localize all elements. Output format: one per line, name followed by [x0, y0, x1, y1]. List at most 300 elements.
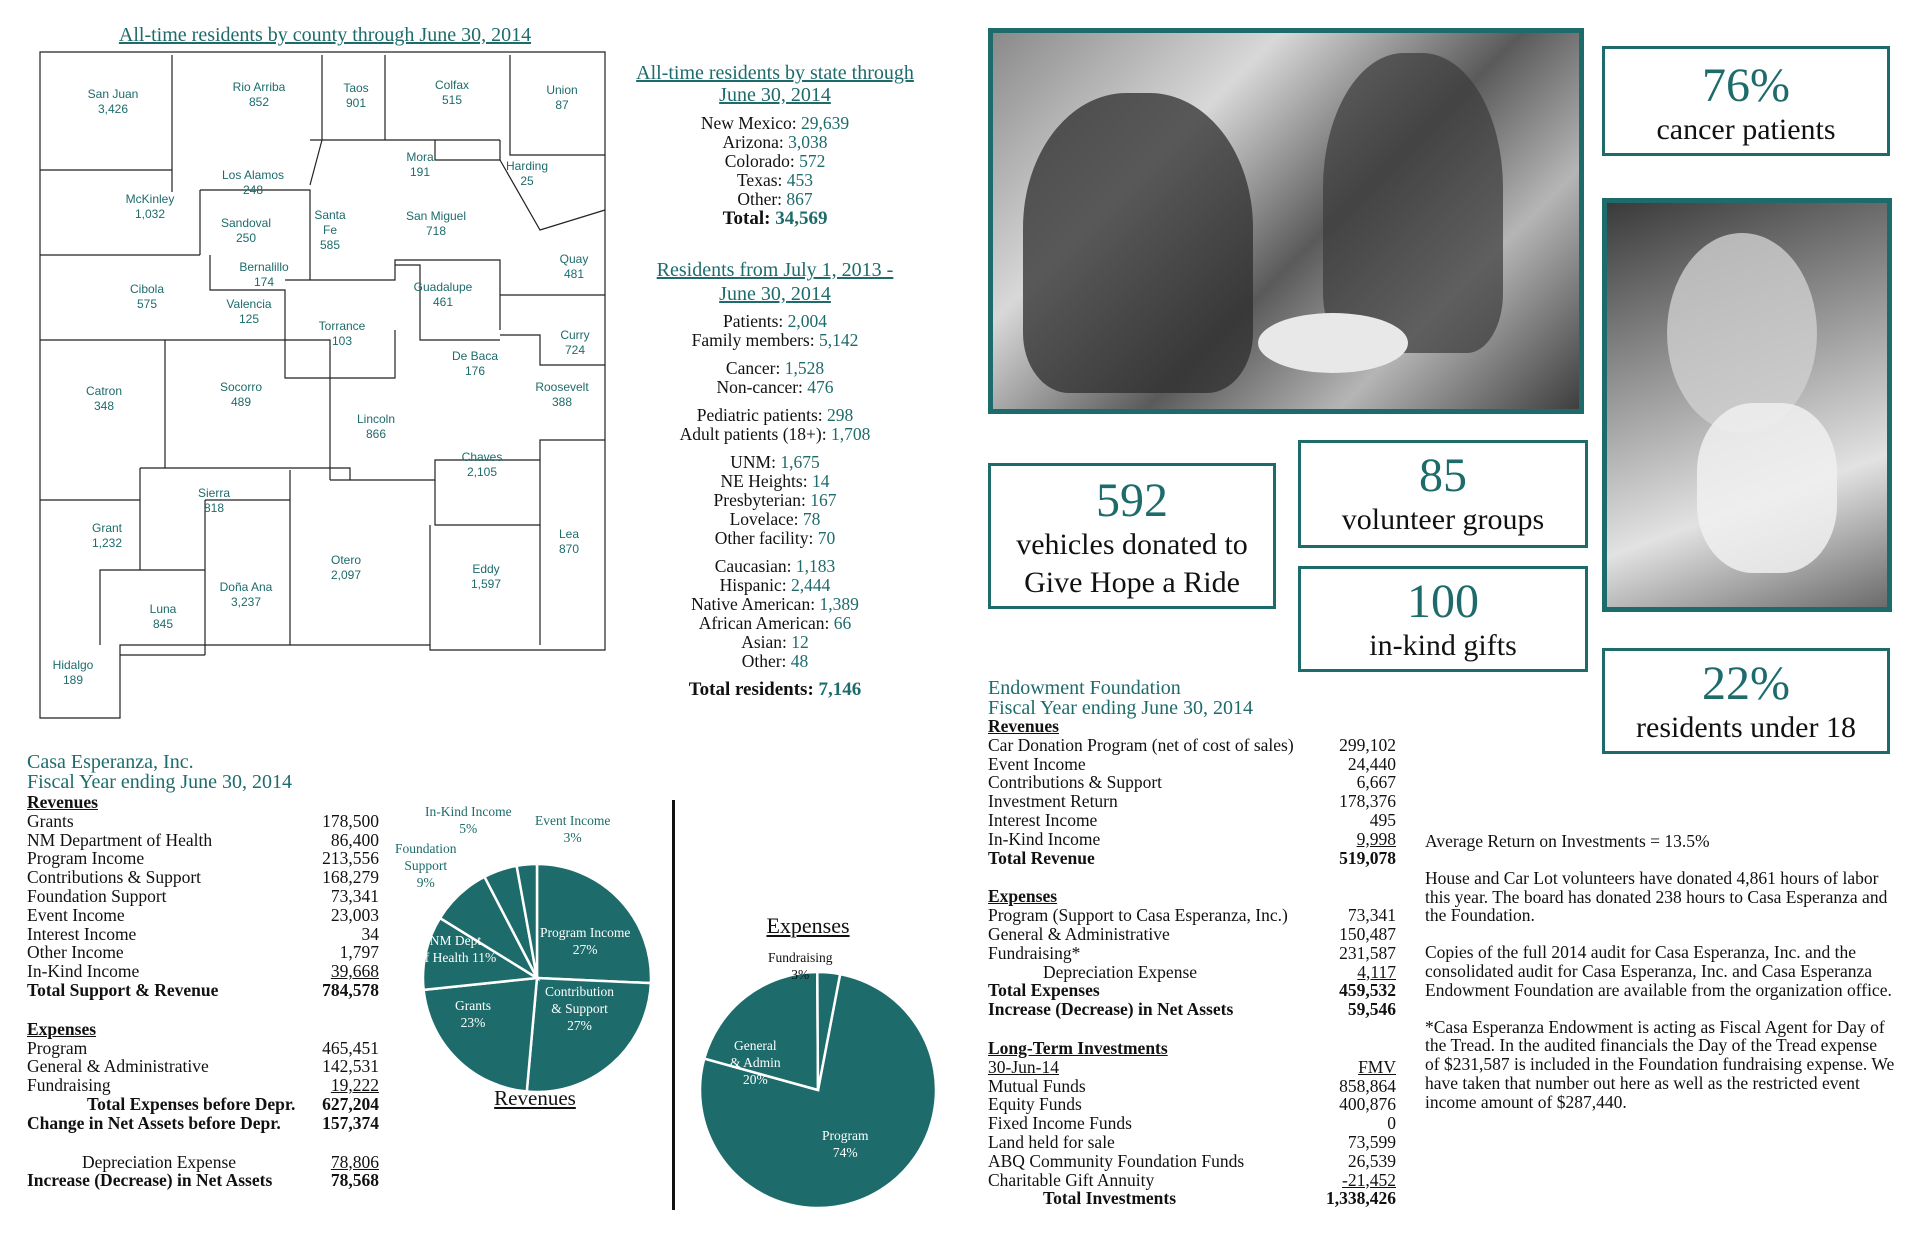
- res-label: Adult patients (18+):: [679, 424, 831, 444]
- res-label: Colorado:: [724, 151, 800, 171]
- endow-revenues-heading: Revenues: [988, 716, 1059, 736]
- fin-label: Other Income: [27, 942, 124, 963]
- county-value: 481: [563, 267, 585, 281]
- fy-row: [620, 472, 930, 491]
- fin-value: 459,532: [1339, 980, 1396, 1001]
- county-value: 575: [136, 297, 158, 311]
- county-name: Guadalupe: [413, 280, 473, 294]
- county-value: 866: [365, 427, 387, 441]
- county-name: Mora: [406, 150, 434, 164]
- casa-depreciation: [27, 1153, 379, 1172]
- county-label: [435, 78, 469, 108]
- res-value: 66: [833, 613, 852, 633]
- fin-value: 78,806: [330, 1151, 379, 1172]
- res-label: Asian:: [741, 632, 792, 652]
- fin-label: Foundation Support: [27, 885, 167, 906]
- fy-group: [620, 359, 930, 397]
- county-value: 901: [345, 96, 367, 110]
- fin-value: 150,487: [1339, 923, 1396, 944]
- county-value: 1,032: [134, 207, 166, 221]
- county-name: San Juan: [87, 87, 139, 101]
- pie-label-in-kind-income: In-Kind Income 5%: [425, 804, 512, 836]
- fin-value: 1,797: [339, 942, 379, 963]
- county-name: Sierra: [197, 486, 231, 500]
- endow-net-assets: [988, 1000, 1396, 1019]
- fy-group: [620, 312, 930, 350]
- fy-row: [620, 614, 930, 633]
- endowment-statement: [988, 717, 1396, 1208]
- fin-label: Program Income: [27, 848, 145, 869]
- fy-residents-list: [620, 312, 930, 699]
- fin-value: 78,568: [330, 1170, 379, 1191]
- res-value: 1,675: [780, 452, 820, 472]
- fin-value: 26,539: [1347, 1150, 1396, 1171]
- county-label: [239, 260, 288, 290]
- county-label: [535, 380, 588, 410]
- fy-residents-title: Residents from July 1, 2013 - June 30, 2014: [656, 259, 894, 305]
- county-value: 176: [464, 364, 486, 378]
- fin-label: Total Investments: [1043, 1188, 1177, 1209]
- fin-label: Investment Return: [988, 791, 1118, 812]
- county-value: 1,597: [470, 577, 502, 591]
- pie-label-contribution-support: Contribution & Support 27%: [545, 984, 615, 1033]
- expenses-pie-chart: [690, 950, 950, 1220]
- fy-row: [620, 378, 930, 397]
- fin-label: ABQ Community Foundation Funds: [988, 1150, 1245, 1171]
- fy-row: [620, 359, 930, 378]
- state-row: [620, 133, 930, 152]
- res-value: 70: [817, 528, 836, 548]
- state-row: [620, 114, 930, 133]
- endow-expense-row: [988, 925, 1396, 944]
- mother-face: [1667, 233, 1817, 433]
- endow-lti-date: 30-Jun-14: [988, 1056, 1059, 1077]
- res-label: Family members:: [691, 330, 819, 350]
- endow-investment-row: [988, 1114, 1396, 1133]
- res-label: Cancer:: [725, 358, 785, 378]
- fin-label: Depreciation Expense: [1043, 961, 1198, 982]
- endow-revenue-row: [988, 755, 1396, 774]
- baby: [1697, 403, 1837, 573]
- res-value: 453: [786, 170, 814, 190]
- fy-total: [620, 680, 930, 699]
- fin-label: Program (Support to Casa Esperanza, Inc.): [988, 905, 1288, 926]
- fin-value: 0: [1387, 1113, 1396, 1134]
- county-name: Sandoval: [220, 216, 272, 230]
- casa-change-net-assets: [27, 1114, 379, 1133]
- county-name: Chaves: [461, 450, 503, 464]
- fin-label: Fundraising*: [988, 942, 1081, 963]
- county-label: [92, 521, 122, 551]
- fy-total-value: 7,146: [818, 679, 862, 700]
- res-label: New Mexico:: [700, 113, 801, 133]
- county-name: Santa Fe: [314, 208, 346, 237]
- casa-revenue-row: [27, 906, 379, 925]
- res-label: Hispanic:: [719, 575, 792, 595]
- fin-label: Equity Funds: [988, 1094, 1082, 1115]
- county-label: [452, 349, 498, 379]
- res-value: 29,639: [801, 113, 850, 133]
- county-label: [130, 282, 164, 312]
- county-value: 174: [253, 275, 275, 289]
- fy-row: [620, 510, 930, 529]
- county-name: Grant: [91, 521, 122, 535]
- fin-label: In-Kind Income: [988, 828, 1101, 849]
- person-left: [1023, 93, 1253, 393]
- endow-revenue-row: [988, 736, 1396, 755]
- fy-row: [620, 529, 930, 548]
- county-label: [560, 328, 589, 358]
- fin-value: 400,876: [1339, 1094, 1396, 1115]
- res-label: Other facility:: [714, 528, 818, 548]
- county-label: [314, 208, 345, 253]
- note-volunteers: House and Car Lot volunteers have donated 4,861 hours of labor this year. The board has donated 238 hours to Casa Esperanza and the Foundation.: [1425, 867, 1888, 926]
- county-value: 818: [203, 501, 225, 515]
- person-right: [1323, 53, 1503, 353]
- county-value: 724: [564, 343, 586, 357]
- fin-value: 178,500: [322, 810, 379, 831]
- fin-value: 73,599: [1347, 1131, 1396, 1152]
- fin-value: 23,003: [330, 904, 379, 925]
- fin-label: Event Income: [27, 904, 125, 925]
- county-name: Curry: [560, 328, 590, 342]
- fin-label: Event Income: [988, 753, 1086, 774]
- county-label: [233, 80, 286, 110]
- county-name: Torrance: [318, 319, 366, 333]
- fin-value: 9,998: [1356, 828, 1396, 849]
- res-label: Native American:: [691, 594, 820, 614]
- note-audit: Copies of the full 2014 audit for Casa Esperanza, Inc. and the consolidated audit for Casa Esperanza, Inc. and Casa Esperanza Endowment Foundation are available from the organization office.: [1425, 942, 1892, 1000]
- stat-cancer-label: cancer patients: [1656, 113, 1836, 146]
- county-label: [88, 87, 139, 117]
- fin-label: In-Kind Income: [27, 961, 140, 982]
- endow-lti-heading: Long-Term Investments: [988, 1037, 1168, 1058]
- fy-row: [620, 652, 930, 671]
- county-value: 189: [62, 673, 84, 687]
- state-row: [620, 152, 930, 171]
- endow-revenue-row: [988, 830, 1396, 849]
- pie-label-fundraising: Fundraising 3%: [768, 950, 833, 982]
- fy-group: [620, 406, 930, 444]
- fin-value: 231,587: [1339, 942, 1396, 963]
- casa-revenue-row: [27, 868, 379, 887]
- endow-lti-fmv: FMV: [1358, 1056, 1396, 1077]
- county-name: Rio Arriba: [232, 80, 286, 94]
- fin-label: Depreciation Expense: [82, 1151, 237, 1172]
- county-name: Catron: [85, 384, 123, 398]
- county-value: 585: [319, 238, 341, 252]
- res-value: 1,183: [795, 556, 836, 576]
- fy-row: [620, 595, 930, 614]
- casa-revenue-row: [27, 849, 379, 868]
- county-value: 250: [235, 231, 257, 245]
- endow-investment-row: [988, 1152, 1396, 1171]
- county-name: Roosevelt: [535, 380, 589, 394]
- res-label: Patients:: [722, 311, 788, 331]
- fin-label: Increase (Decrease) in Net Assets: [27, 1170, 273, 1191]
- pie-label-nm-dept-health: NM Dept. of Health 11%: [418, 933, 497, 965]
- casa-statement: [27, 793, 379, 1190]
- county-label: [560, 252, 589, 282]
- fin-label: Total Revenue: [988, 847, 1095, 868]
- fy-row: [620, 425, 930, 444]
- county-value: 870: [558, 542, 580, 556]
- stat-under-18: [1602, 648, 1890, 754]
- county-value: 388: [551, 395, 573, 409]
- state-residents-list: [620, 114, 930, 228]
- county-value: 125: [238, 312, 260, 326]
- res-label: Caucasian:: [714, 556, 796, 576]
- fin-label: Mutual Funds: [988, 1075, 1086, 1096]
- county-label: [471, 562, 501, 592]
- county-name: De Baca: [451, 349, 499, 363]
- county-name: Colfax: [434, 78, 470, 92]
- casa-revenue-row: [27, 943, 379, 962]
- fin-label: Total Expenses before Depr.: [87, 1093, 296, 1114]
- county-value: 845: [152, 617, 174, 631]
- stat-cancer-patients: [1602, 46, 1890, 156]
- endowment-title: [988, 678, 1253, 718]
- pie-label-program: Program 74%: [822, 1128, 869, 1160]
- fin-value: 495: [1369, 809, 1396, 830]
- fy-row: [620, 406, 930, 425]
- res-label: Other:: [741, 651, 791, 671]
- note-fiscal-agent: *Casa Esperanza Endowment is acting as Fiscal Agent for Day of the Tread. In the audited financials the Day of the Tread expense of $231,587 is included in the Foundation fundraising expense. We have taken that number out here as well as the restricted event income amount of $287,440.: [1425, 1016, 1895, 1112]
- county-name: Socorro: [219, 380, 263, 394]
- state-row: [620, 190, 930, 209]
- county-name: Lea: [558, 527, 580, 541]
- state-row: [620, 171, 930, 190]
- county-value: 852: [248, 95, 270, 109]
- casa-expenses-heading: Expenses: [27, 1018, 97, 1039]
- casa-revenue-row: [27, 887, 379, 906]
- fin-value: 168,279: [322, 867, 379, 888]
- endow-depreciation: [988, 963, 1396, 982]
- fin-value: 784,578: [322, 979, 379, 1000]
- casa-net-assets: [27, 1171, 379, 1190]
- fin-label: General & Administrative: [988, 923, 1170, 944]
- casa-revenue-row: [27, 831, 379, 850]
- pie-label-event-income: Event Income 3%: [535, 813, 611, 845]
- pie-label-grants: Grants 23%: [455, 998, 491, 1030]
- fin-label: Fundraising: [27, 1075, 111, 1096]
- fy-group: [620, 453, 930, 548]
- fin-value: 178,376: [1339, 791, 1396, 812]
- county-label: [53, 658, 94, 688]
- county-label: [462, 450, 503, 480]
- endow-expense-row: [988, 944, 1396, 963]
- res-value: 48: [790, 651, 809, 671]
- res-value: 5,142: [818, 330, 859, 350]
- endow-investment-row: [988, 1171, 1396, 1190]
- county-value: 489: [230, 395, 252, 409]
- res-value: 572: [799, 151, 826, 171]
- res-value: 2,004: [787, 311, 828, 331]
- fin-value: 24,440: [1347, 753, 1396, 774]
- county-label: [319, 319, 366, 349]
- county-value: 87: [555, 98, 569, 112]
- fin-value: 465,451: [322, 1037, 379, 1058]
- endow-total-investments: [988, 1189, 1396, 1208]
- county-value: 3,426: [97, 102, 129, 116]
- county-value: 191: [409, 165, 431, 179]
- county-name: Hidalgo: [52, 658, 94, 672]
- res-value: 2,444: [791, 575, 831, 595]
- notes: [1425, 832, 1895, 1112]
- fin-value: 4,117: [1357, 961, 1396, 982]
- res-value: 1,708: [830, 424, 871, 444]
- fy-row: [620, 633, 930, 652]
- stat-inkind-label: in-kind gifts: [1369, 629, 1517, 662]
- fin-label: Contributions & Support: [988, 772, 1163, 793]
- plate-of-food: [1258, 313, 1408, 373]
- res-value: 14: [811, 471, 830, 491]
- casa-total-revenue: [27, 981, 379, 1000]
- county-label: [506, 159, 548, 189]
- res-label: Presbyterian:: [713, 490, 811, 510]
- county-value: 348: [93, 399, 115, 413]
- fin-value: 627,204: [322, 1093, 379, 1114]
- casa-revenues-heading: Revenues: [27, 792, 98, 812]
- fin-label: Land held for sale: [988, 1131, 1115, 1152]
- county-name: Lincoln: [356, 412, 396, 426]
- res-value: 476: [807, 377, 834, 397]
- res-value: 1,389: [819, 594, 859, 614]
- endow-expense-row: [988, 906, 1396, 925]
- stat-vehicles-label2: Give Hope a Ride: [1024, 566, 1240, 599]
- fin-label: Interest Income: [988, 809, 1098, 830]
- fy-total-label: Total residents:: [688, 679, 819, 700]
- fin-value: 213,556: [322, 848, 379, 869]
- county-label: [86, 384, 122, 414]
- county-name: Luna: [149, 602, 177, 616]
- county-label: [546, 83, 577, 113]
- stat-volunteer-num: 85: [1419, 449, 1467, 502]
- county-label: [357, 412, 395, 442]
- fin-label: General & Administrative: [27, 1056, 209, 1077]
- endow-lti-date-row: [988, 1058, 1396, 1077]
- res-value: 1,528: [784, 358, 825, 378]
- county-label: [406, 209, 466, 239]
- fin-value: 19,222: [330, 1075, 379, 1096]
- res-label: NE Heights:: [720, 471, 812, 491]
- county-value: 461: [432, 295, 454, 309]
- pie-label-program-income: Program Income 27%: [540, 925, 631, 957]
- stat-vehicles-label1: vehicles donated to: [1016, 528, 1248, 561]
- county-label: [150, 602, 177, 632]
- endow-investment-row: [988, 1095, 1396, 1114]
- fin-label: Car Donation Program (net of cost of sales): [988, 734, 1294, 755]
- county-name: Quay: [559, 252, 589, 266]
- county-map-title: All-time residents by county through June 30, 2014: [118, 24, 532, 46]
- county-name: Doña Ana: [219, 580, 273, 594]
- expenses-pie-title: Expenses: [766, 913, 850, 938]
- pie-label-foundation-support: Foundation Support 9%: [395, 841, 457, 890]
- county-value: 103: [331, 334, 353, 348]
- stat-inkind-num: 100: [1407, 575, 1479, 628]
- fin-label: Fixed Income Funds: [988, 1113, 1132, 1134]
- casa-total-expenses: [27, 1095, 379, 1114]
- county-label: [198, 486, 230, 516]
- res-label: Pediatric patients:: [696, 405, 827, 425]
- casa-revenue-row: [27, 812, 379, 831]
- state-total-label: Total:: [722, 208, 776, 229]
- res-label: UNM:: [730, 452, 781, 472]
- stat-volunteer-groups: [1298, 440, 1588, 548]
- res-value: 298: [827, 405, 854, 425]
- fin-label: Total Expenses: [988, 980, 1100, 1001]
- fy-row: [620, 576, 930, 595]
- county-value: 25: [520, 174, 534, 188]
- fin-label: Total Support & Revenue: [27, 979, 219, 1000]
- fin-value: 73,341: [1347, 905, 1396, 926]
- fin-label: Grants: [27, 810, 74, 831]
- casa-revenue-row: [27, 925, 379, 944]
- endowment-title-line1: Endowment Foundation: [988, 677, 1181, 699]
- fin-value: 34: [361, 923, 379, 944]
- endow-total-expenses: [988, 981, 1396, 1000]
- state-total-value: 34,569: [775, 208, 828, 229]
- res-label: Other:: [737, 189, 787, 209]
- endowment-title-line2: Fiscal Year ending June 30, 2014: [988, 697, 1253, 719]
- fin-value: 39,668: [330, 961, 379, 982]
- fin-value: 142,531: [322, 1056, 379, 1077]
- stat-under18-pct: 22%: [1702, 657, 1790, 710]
- fin-label: Program: [27, 1037, 88, 1058]
- res-label: Non-cancer:: [716, 377, 808, 397]
- county-value: 2,105: [466, 465, 498, 479]
- stat-vehicles-num: 592: [1096, 474, 1168, 527]
- fin-value: 157,374: [322, 1112, 379, 1133]
- county-name: Otero: [330, 553, 361, 567]
- county-label: [226, 297, 271, 327]
- county-name: Eddy: [472, 562, 500, 576]
- endow-total-revenue: [988, 849, 1396, 868]
- res-value: 12: [791, 632, 809, 652]
- fin-value: 858,864: [1339, 1075, 1396, 1096]
- pie-slice-grants: [424, 978, 537, 1092]
- county-name: McKinley: [125, 192, 175, 206]
- county-label: [220, 580, 273, 610]
- county-name: Harding: [505, 159, 549, 173]
- volunteers-cooking-photo: [988, 28, 1584, 414]
- state-total: [620, 209, 930, 228]
- county-label: [221, 216, 271, 246]
- fin-value: 86,400: [330, 829, 379, 850]
- county-label: [406, 150, 433, 180]
- county-label: [414, 280, 473, 310]
- county-value: 718: [425, 224, 447, 238]
- stat-volunteer-label: volunteer groups: [1341, 503, 1545, 536]
- casa-expense-row: [27, 1076, 379, 1095]
- fin-label: Change in Net Assets before Depr.: [27, 1112, 281, 1133]
- res-value: 167: [810, 490, 837, 510]
- county-value: 2,097: [330, 568, 362, 582]
- county-label: [126, 192, 175, 222]
- fin-value: 299,102: [1339, 734, 1396, 755]
- endow-investment-row: [988, 1077, 1396, 1096]
- casa-expense-row: [27, 1057, 379, 1076]
- county-name: Bernalillo: [239, 260, 289, 274]
- fy-row: [620, 557, 930, 576]
- stat-inkind-gifts: [1298, 566, 1588, 672]
- fin-label: Increase (Decrease) in Net Assets: [988, 999, 1234, 1020]
- county-name: Cibola: [129, 282, 165, 296]
- county-name: Union: [546, 83, 578, 97]
- pie-label-general-admin: General & Admin 20%: [730, 1038, 781, 1087]
- fy-row: [620, 453, 930, 472]
- res-label: African American:: [698, 613, 834, 633]
